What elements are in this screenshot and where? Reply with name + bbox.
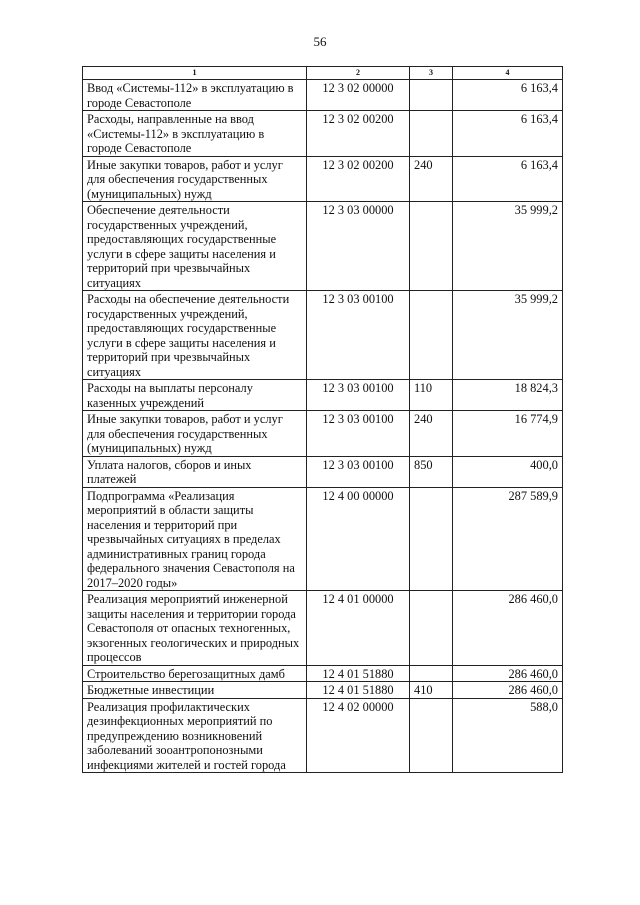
row-amount-cell: 287 589,9 bbox=[453, 487, 563, 591]
table-row bbox=[83, 291, 563, 380]
row-name-cell: Реализация мероприятий инженерной защиты населения и территории города Севастополя от опасных техногенных, экзогенных геологических и природных процессов bbox=[83, 591, 307, 666]
row-code-cell: 12 3 03 00100 bbox=[307, 411, 410, 457]
row-amount-cell: 286 460,0 bbox=[453, 665, 563, 682]
row-expense-type-cell: 850 bbox=[410, 456, 453, 487]
table-row bbox=[83, 380, 563, 411]
row-amount-cell: 35 999,2 bbox=[453, 202, 563, 291]
row-amount-cell: 588,0 bbox=[453, 698, 563, 773]
row-expense-type-cell: 240 bbox=[410, 411, 453, 457]
row-name-cell: Бюджетные инвестиции bbox=[83, 682, 307, 699]
table-row bbox=[83, 698, 563, 773]
table-row bbox=[83, 156, 563, 202]
table-row bbox=[83, 202, 563, 291]
row-expense-type-cell bbox=[410, 665, 453, 682]
table-row bbox=[83, 487, 563, 591]
row-expense-type-cell bbox=[410, 202, 453, 291]
row-code-cell: 12 3 03 00100 bbox=[307, 456, 410, 487]
row-code-cell: 12 3 02 00000 bbox=[307, 80, 410, 111]
row-code-cell: 12 3 03 00100 bbox=[307, 291, 410, 380]
row-code-cell: 12 3 03 00100 bbox=[307, 380, 410, 411]
table-row bbox=[83, 411, 563, 457]
table-row bbox=[83, 665, 563, 682]
row-name-cell: Строительство берегозащитных дамб bbox=[83, 665, 307, 682]
row-expense-type-cell bbox=[410, 291, 453, 380]
row-name-cell: Иные закупки товаров, работ и услуг для обеспечения государственных (муниципальных) нужд bbox=[83, 156, 307, 202]
row-expense-type-cell bbox=[410, 487, 453, 591]
row-expense-type-cell: 110 bbox=[410, 380, 453, 411]
row-name-cell: Реализация профилактических дезинфекционных мероприятий по предупреждению возникновений заболеваний зооантропонозными инфекциями жителей и гостей города bbox=[83, 698, 307, 773]
row-expense-type-cell: 410 bbox=[410, 682, 453, 699]
row-code-cell: 12 4 02 00000 bbox=[307, 698, 410, 773]
row-amount-cell: 18 824,3 bbox=[453, 380, 563, 411]
row-name-cell: Ввод «Системы-112» в эксплуатацию в городе Севастополе bbox=[83, 80, 307, 111]
row-code-cell: 12 4 01 00000 bbox=[307, 591, 410, 666]
row-amount-cell: 6 163,4 bbox=[453, 111, 563, 157]
budget-table bbox=[82, 66, 563, 773]
table-row bbox=[83, 111, 563, 157]
row-code-cell: 12 4 01 51880 bbox=[307, 665, 410, 682]
row-amount-cell: 286 460,0 bbox=[453, 591, 563, 666]
column-header: 1 bbox=[83, 67, 307, 80]
page-number: 56 bbox=[313, 34, 327, 49]
header-row bbox=[83, 67, 563, 80]
row-code-cell: 12 4 00 00000 bbox=[307, 487, 410, 591]
row-amount-cell: 35 999,2 bbox=[453, 291, 563, 380]
row-amount-cell: 6 163,4 bbox=[453, 80, 563, 111]
table-row bbox=[83, 80, 563, 111]
row-name-cell: Иные закупки товаров, работ и услуг для обеспечения государственных (муниципальных) нужд bbox=[83, 411, 307, 457]
row-code-cell: 12 3 02 00200 bbox=[307, 156, 410, 202]
table-row bbox=[83, 682, 563, 699]
row-amount-cell: 16 774,9 bbox=[453, 411, 563, 457]
row-expense-type-cell bbox=[410, 80, 453, 111]
row-expense-type-cell bbox=[410, 111, 453, 157]
row-expense-type-cell bbox=[410, 591, 453, 666]
row-name-cell: Расходы на обеспечение деятельности государственных учреждений, предоставляющих государственные услуги в сфере защиты населения и территорий при чрезвычайных ситуациях bbox=[83, 291, 307, 380]
column-header: 3 bbox=[410, 67, 453, 80]
row-amount-cell: 6 163,4 bbox=[453, 156, 563, 202]
table-body bbox=[83, 80, 563, 773]
row-code-cell: 12 4 01 51880 bbox=[307, 682, 410, 699]
column-header: 4 bbox=[453, 67, 563, 80]
row-name-cell: Обеспечение деятельности государственных учреждений, предоставляющих государственные услуги в сфере защиты населения и территорий при чрезвычайных ситуациях bbox=[83, 202, 307, 291]
table-row bbox=[83, 591, 563, 666]
row-expense-type-cell bbox=[410, 698, 453, 773]
table-row bbox=[83, 456, 563, 487]
row-name-cell: Подпрограмма «Реализация мероприятий в области защиты населения и территорий при чрезвычайных ситуациях в пределах административных границ города федерального значения Севастополя на 2017–2020 годы» bbox=[83, 487, 307, 591]
column-header: 2 bbox=[307, 67, 410, 80]
row-expense-type-cell: 240 bbox=[410, 156, 453, 202]
row-name-cell: Расходы на выплаты персоналу казенных учреждений bbox=[83, 380, 307, 411]
row-code-cell: 12 3 02 00200 bbox=[307, 111, 410, 157]
row-amount-cell: 286 460,0 bbox=[453, 682, 563, 699]
row-code-cell: 12 3 03 00000 bbox=[307, 202, 410, 291]
row-amount-cell: 400,0 bbox=[453, 456, 563, 487]
row-name-cell: Расходы, направленные на ввод «Системы-112» в эксплуатацию в городе Севастополе bbox=[83, 111, 307, 157]
row-name-cell: Уплата налогов, сборов и иных платежей bbox=[83, 456, 307, 487]
